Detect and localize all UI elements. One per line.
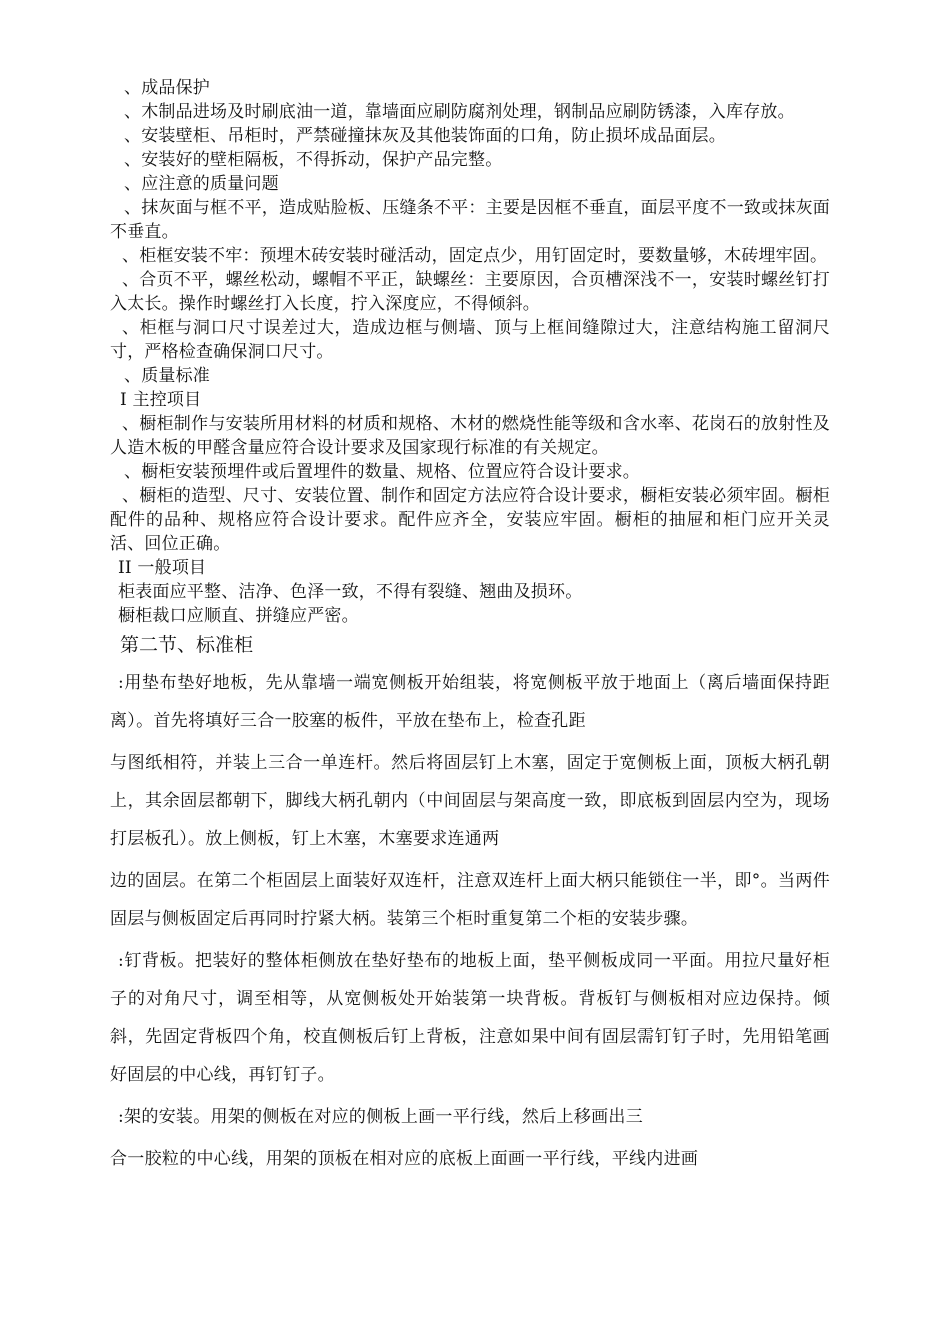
paragraph-shelf-install-continue: 合一胶粒的中心线，用架的顶板在相对应的底板上面画一平行线，平线内进画 [110, 1149, 699, 1169]
paragraph-joints: 橱柜裁口应顺直、拼缝应严密。 [118, 606, 359, 626]
paragraph-cabinet-install: 、安装壁柜、吊柜时，严禁碰撞抹灰及其他装饰面的口角，防止损坏成品面层。 [124, 126, 726, 146]
paragraph-assembly-start: :用垫布垫好地板，先从靠墙一端宽侧板开始组装，将宽侧板平放于地面上（离后墙面保持距离）。首先将填好三合一胶塞的板件，平放在垫布上，检查孔距 [110, 673, 830, 731]
paragraph-assembly-continue: 与图纸相符，并装上三合一单连杆。然后将固层钉上木塞，固定于宽侧板上面，顶板大柄孔朝上，其余固层都朝下，脚线大柄孔朝内（中间固层与架高度一致，即底板到固层内空为，现场打层板孔）。放上侧板，钉上木塞，木塞要求连通两 [110, 753, 830, 849]
paragraph-cabinet-shape: 、橱柜的造型、尺寸、安装位置、制作和固定方法应符合设计要求，橱柜安装必须牢固。橱柜配件的品种、规格应符合设计要求。配件应齐全，安装应牢固。橱柜的抽屉和柜门应开关灵活、回位正确。 [110, 486, 830, 554]
heading-general-items: II 一般项目 [118, 558, 207, 578]
paragraph-shelf-install: :架的安装。用架的侧板在对应的侧板上画一平行线，然后上移画出三 [118, 1107, 644, 1127]
section-standard-cabinet [110, 630, 830, 1178]
paragraph-materials: 、橱柜制作与安装所用材料的材质和规格、木材的燃烧性能等级和含水率、花岗石的放射性及人造木板的甲醛含量应符合设计要求及国家现行标准的有关规定。 [110, 414, 830, 458]
heading-main-control-items: I 主控项目 [120, 390, 202, 410]
paragraph-wood-products: 、木制品进场及时刷底油一道，靠墙面应刷防腐剂处理，钢制品应刷防锈漆，入库存放。 [124, 102, 795, 122]
document-page [110, 76, 830, 1178]
paragraph-frame-loose: 、柜框安装不牢：预埋木砖安装时碰活动，固定点少，用钉固定时，要数量够，木砖埋牢固。 [122, 246, 828, 266]
paragraph-partition-board: 、安装好的壁柜隔板，不得拆动，保护产品完整。 [124, 150, 503, 170]
paragraph-surface: 柜表面应平整、洁净、色泽一致，不得有裂缝、翘曲及损环。 [118, 582, 583, 602]
section-finished-product-protection [110, 76, 830, 628]
paragraph-back-panel: :钉背板。把装好的整体柜侧放在垫好垫布的地板上面，垫平侧板成同一平面。用拉尺量好柜子的对角尺寸，调至相等，从宽侧板处开始装第一块背板。背板钉与侧板相对应边保持。倾斜，先固定背板四个角，校直侧板后钉上背板，注意如果中间有固层需钉钉子时，先用铅笔画好固层的中心线，再钉钉子。 [110, 951, 830, 1085]
heading-quality-issues: 、应注意的质量问题 [124, 174, 279, 194]
section-heading: 第二节、标准柜 [120, 634, 254, 656]
paragraph-embedded-parts: 、橱柜安装预埋件或后置埋件的数量、规格、位置应符合设计要求。 [124, 462, 640, 482]
paragraph-plaster-frame: 、抹灰面与框不平，造成贴脸板、压缝条不平：主要是因框不垂直，面层平度不一致或抹灰面不垂直。 [110, 198, 830, 242]
paragraph-opening-size: 、柜框与洞口尺寸误差过大，造成边框与侧墙、顶与上框间缝隙过大，注意结构施工留洞尺寸，严格检查确保洞口尺寸。 [110, 318, 830, 362]
paragraph-hinge: 、合页不平，螺丝松动，螺帽不平正，缺螺丝：主要原因，合页槽深浅不一，安装时螺丝钉打入太长。操作时螺丝打入长度，拧入深度应，不得倾斜。 [110, 270, 830, 314]
heading-finished-product-protection: 、成品保护 [124, 78, 210, 98]
heading-quality-standard: 、质量标准 [124, 366, 210, 386]
paragraph-double-connector: 边的固层。在第二个柜固层上面装好双连杆，注意双连杆上面大柄只能锁住一半，即°。当两件固层与侧板固定后再同时拧紧大柄。装第三个柜时重复第二个柜的安装步骤。 [110, 871, 830, 929]
